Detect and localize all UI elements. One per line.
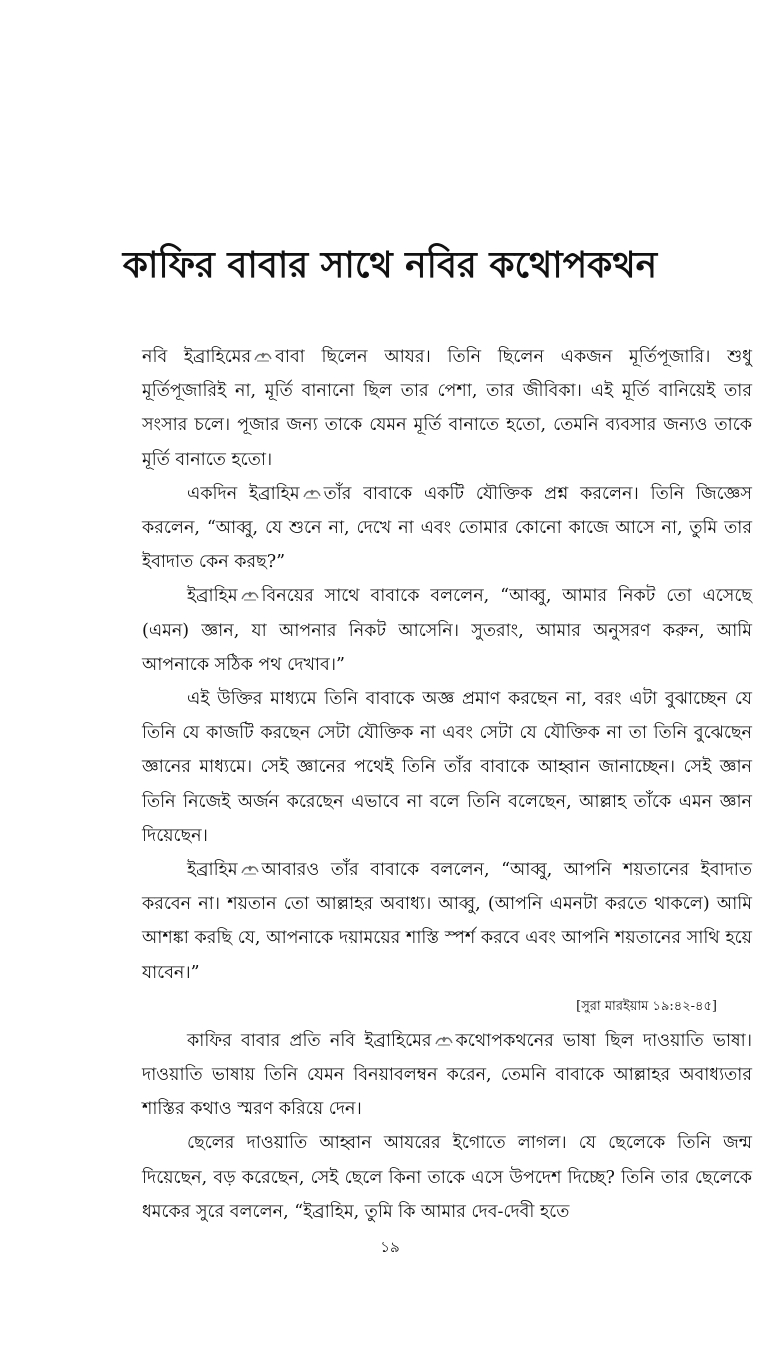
paragraph-text: বিনয়ের সাথে বাবাকে বললেন, “আব্বু, আমার নিকট তো এসেছে (এমন) জ্ঞান, যা আপনার নিকট আসেনি। সুতরাং, আমার অনুসরণ করুন, আমি আপনাকে সঠিক পথ দেখাব।” bbox=[142, 586, 752, 675]
paragraph-text: নবি ইব্রাহিমের bbox=[142, 347, 252, 367]
paragraph-text: বাবা ছিলেন আযর। তিনি ছিলেন একজন মূর্তিপূজারি। শুধু মূর্তিপূজারিই না, মূর্তি বানানো ছিল তার পেশা, তার জীবিকা। এই মূর্তি বানিয়েই তার সংসার চলে। পূজার জন্য তাকে যেমন মূর্তি বানাতে হতো, তেমনি ব্যবসার জন্যও তাকে মূর্তি বানাতে হতো। bbox=[142, 347, 752, 470]
page-number: ১৯ bbox=[380, 1238, 400, 1256]
paragraph-3 bbox=[142, 579, 752, 682]
paragraph-text: এই উক্তির মাধ্যমে তিনি বাবাকে অজ্ঞ প্রমাণ করছেন না, বরং এটা বুঝাচ্ছেন যে তিনি যে কাজটি করছেন সেটা যৌক্তিক না এবং সেটা যে যৌক্তিক না তা তিনি বুঝেছেন জ্ঞানের মাধ্যমে। সেই জ্ঞানের পথেই তিনি তাঁর বাবাকে আহ্বান জানাচ্ছেন। সেই জ্ঞান তিনি নিজেই অর্জন করেছেন এভাবে না বলে তিনি বলেছেন, আল্লাহ তাঁকে এমন জ্ঞান দিয়েছেন। bbox=[142, 689, 752, 846]
paragraph-1 bbox=[142, 340, 752, 477]
paragraph-7 bbox=[142, 1126, 752, 1229]
body-text bbox=[142, 340, 752, 1229]
salutation-calligraphy-icon bbox=[241, 863, 259, 876]
paragraph-2 bbox=[142, 477, 752, 580]
paragraph-text: ইব্রাহিম bbox=[187, 586, 238, 607]
paragraph-5 bbox=[142, 853, 752, 990]
chapter-title: কাফির বাবার সাথে নবির কথোপকথন bbox=[122, 245, 658, 286]
salutation-calligraphy-icon bbox=[303, 487, 321, 500]
salutation-calligraphy-icon bbox=[435, 1034, 453, 1047]
paragraph-text: একদিন ইব্রাহিম bbox=[187, 483, 300, 504]
paragraph-text: কথোপকথনের ভাষা ছিল দাওয়াতি ভাষা। দাওয়াতি ভাষায় তিনি যেমন বিনয়াবলম্বন করেন, তেমনি বাবাকে আল্লাহর অবাধ্যতার শাস্তির কথাও স্মরণ করিয়ে দেন। bbox=[142, 1030, 752, 1120]
quran-citation: [সুরা মারইয়াম ১৯:৪২-৪৫] bbox=[576, 998, 717, 1014]
salutation-calligraphy-icon bbox=[241, 589, 259, 602]
paragraph-text: আবারও তাঁর বাবাকে বললেন, “আব্বু, আপনি শয়তানের ইবাদাত করবেন না। শয়তান তো আল্লাহর অবাধ্য। আব্বু, (আপনি এমনটা করতে থাকলে) আমি আশঙ্কা করছি যে, আপনাকে দয়াময়ের শাস্তি স্পর্শ করবে এবং আপনি শয়তানের সাথি হয়ে যাবেন।” bbox=[142, 860, 752, 983]
paragraph-text: ছেলের দাওয়াতি আহ্বান আযরের ইগোতে লাগল। যে ছেলেকে তিনি জন্ম দিয়েছেন, বড় করেছেন, সেই ছেলে কিনা তাকে এসে উপদেশ দিচ্ছে? তিনি তার ছেলেকে ধমকের সুরে বললেন, “ইব্রাহিম, তুমি কি আমার দেব-দেবী হতে bbox=[142, 1133, 752, 1222]
paragraph-6 bbox=[142, 1024, 752, 1127]
paragraph-text: ইব্রাহিম bbox=[187, 860, 238, 881]
paragraph-text: কাফির বাবার প্রতি নবি ইব্রাহিমের bbox=[187, 1030, 432, 1051]
paragraph-text: তাঁর বাবাকে একটি যৌক্তিক প্রশ্ন করলেন। তিনি জিজ্ঞেস করলেন, “আব্বু, যে শুনে না, দেখে না এবং তোমার কোনো কাজে আসে না, তুমি তার ইবাদাত কেন করছ?” bbox=[142, 483, 752, 573]
paragraph-4 bbox=[142, 682, 752, 853]
salutation-calligraphy-icon bbox=[254, 350, 272, 363]
